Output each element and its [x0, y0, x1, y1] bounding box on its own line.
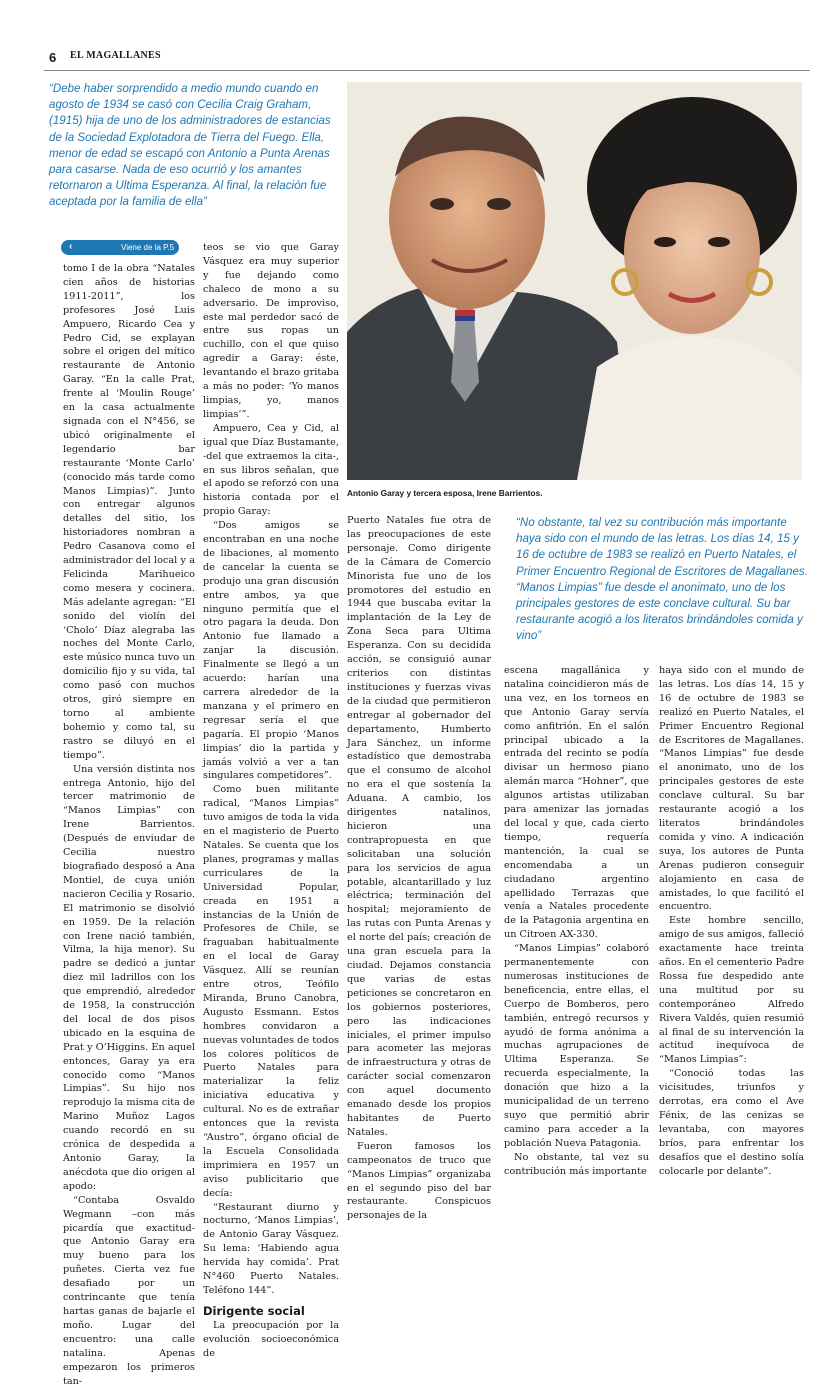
couple-photo-illustration: [347, 82, 802, 480]
paragraph: No obstante, tal vez su contribución más importante: [504, 1151, 649, 1177]
paragraph: escena magallánica y natalina coincidieron más de una vez, en los torneos en que Antonio Garay servía como anfitrión. En el salón principal ubicado a la entrada del recinto se podía divisar un hermoso piano alemán marca “Hohner”, que algunos artistas utilizaban para amenizar las jornadas del local y que, cada cierto tiempo, requería mantención, la cual se encomendaba a un ciudadano argentino apellidado Terrazas que venía a Natales procedente de la Patagonia argentina en un Citroen AX-330.: [504, 665, 649, 941]
article-column-2: [203, 241, 339, 1361]
article-column-3: [347, 514, 491, 1223]
publication-name: EL MAGALLANES: [70, 50, 161, 61]
paragraph: Este hombre sencillo, amigo de sus amigos, falleció exactamente hace treinta años. En el cementerio Padre Rossa fue despedido ante una multitud por su contemporáneo Alfredo Rivera Valdés, quien resumió al final de su intervención la actitud inequívoca de “Manos Limpias”:: [659, 915, 804, 1066]
couple-photo: [347, 82, 802, 480]
paragraph: Como buen militante radical, “Manos Limpias” tuvo amigos de toda la vida en el magisterio de Puerto Natales. Se cuenta que los planes, programas y mallas curriculares de la Universidad Popular, creada en 1951 a instancias de la Unión de Profesores de Chile, se fraguaban habitualmente en el local de Garay Vásquez. Allí se reunían entre otros, Teófilo Miranda, Bruno Canobra, Augusto Essmann. Estos hombres convidaron a nuevas voluntades de todos los colores políticos de Puerto Natales para materializar la feliz iniciativa educativa y cultural. No es de extrañar entonces que la revista “Austro”, órgano oficial de la Escuela Consolidada imprimiera en 1957 un aviso publicitario que decía:: [203, 784, 339, 1199]
pull-quote-middle: “No obstante, tal vez su contribución más importante haya sido con el mundo de las letras. Los días 14, 15 y 16 de octubre de 1983 se realizó en Puerto Natales, el Primer Encuentro Regional de Escritores de Magallanes. “Manos Limpias” fue desde el anonimato, uno de los principales gestores de este conclave cultural. Su bar restaurante acogió a los literatos brindándoles comida y vino”: [516, 516, 808, 643]
paragraph: “Restaurant diurno y nocturno, ‘Manos Limpias’, de Antonio Garay Vásquez. Su lema: ‘Habiendo agua hervida hay comida’. Prat N°460 Puerto Natales. Teléfono 144”.: [203, 1201, 339, 1296]
paragraph: Fueron famosos los campeonatos de truco que “Manos Limpias” organizaba en el segundo piso del bar restaurante. Conspicuos personajes de la: [347, 1140, 491, 1222]
article-column-4: [504, 664, 649, 1179]
header-rule: [44, 70, 810, 71]
pull-quote-top: “Debe haber sorprendido a medio mundo cuando en agosto de 1934 se casó con Cecilia Craig Graham, (1915) hija de uno de los administradores de estancias de la Sociedad Explotadora de Tierra del Fuego. Ella, menor de edad se escapó con Antonio a Punta Arenas para casarse. Nada de eso ocurrió y los amantes retornaron a Ultima Esperanza. Al final, la relación fue aceptada por la familia de ella”: [49, 82, 331, 209]
article-column-1: [63, 262, 195, 1388]
paragraph: Una versión distinta nos entrega Antonio, hijo del tercer matrimonio de “Manos Limpias” con Irene Barrientos. (Después de enviudar de Cecilia nuestro biografiado desposó a Ana Montiel, de cuya unión nacieron Cecilia y Rosario. El matrimonio se disolvió en 1959. De la relación con Irene nació también, Vilma, la hija menor). Su padre se dedicó a juntar diez mil ladrillos con los que emprendió, alrededor de 1958, la construcción del local de dos pisos ubicado en la esquina de Prat y O’Higgins. En aquel entonces, Garay ya era conocido como “Manos Limpias”. Su hijo nos reprodujo la misma cita de Marino Muñoz Lagos cuando recordó en su crónica de despedida a Antonio Garay, la anécdota que dio origen al apodo:: [63, 763, 195, 1192]
chevron-left-icon: ‹: [69, 241, 73, 252]
paragraph: La preocupación por la evolución socioeconómica de: [203, 1319, 339, 1359]
paragraph: teos se vio que Garay Vásquez era muy superior y fue dejando como chaleco de mono a su adversario. De improviso, este mal perdedor sacó de entre sus ropas un cuchillo, con el que quiso agredir a Garay: éste, levantando el brazo gritaba a más no poder: ‘Yo manos limpias, yo, manos limpias’”.: [203, 242, 339, 420]
paragraph: Puerto Natales fue otra de las preocupaciones de este personaje. Como dirigente de la Cámara de Comercio Minorista fue uno de los promotores del estudio en 1944 que buscaba evitar la implantación de la Ley de Zona Seca para Ultima Esperanza. Con su decidida acción, se consiguió aunar criterios con distintas instituciones y fuerzas vivas de la ciudad que permitieron entregar al gobernador del departamento, Humberto Jara Sánchez, un informe estadístico que demostraba que el consumo de alcohol no era el que sostenía la Aduana. A cambio, los dirigentes natalinos, hicieron una contrapropuesta en que solicitaban una solución para los servicios de agua potable, alcantarillado y luz eléctrica; terminación del hospital; mejoramiento de las rutas con Punta Arenas y el norte del país; creación de una gran escuela para la ciudad. Dejamos constancia que varias de estas peticiones se concretaron en los gobiernos posteriores, pero las indicaciones iniciales, el primer impulso para acometer las mejoras de infraestructura y otras de carácter social comenzaron con aquel documento emanado desde los propios habitantes de Puerto Natales.: [347, 515, 491, 1138]
paragraph: Ampuero, Cea y Cid, al igual que Díaz Bustamante, -del que extraemos la cita-, en sus libros señalan, que el apodo se reforzó con una historia contada por el propio Garay:: [203, 422, 339, 518]
continued-from-tag[interactable]: [61, 240, 179, 255]
article-column-5: [659, 664, 804, 1179]
photo-caption: Antonio Garay y tercera esposa, Irene Barrientos.: [347, 488, 543, 498]
paragraph: “Contaba Osvaldo Wegmann –con más picardía que exactitud- que Antonio Garay era muy bueno para los puñetes. Cierta vez fue desafiado por un contrincante que tenía hartas ganas de bajarle el moño. Lugar del encuentro: una calle natalina. Apenas empezaron los primeros tan-: [63, 1194, 195, 1387]
section-heading: Dirigente social: [203, 1303, 305, 1318]
paragraph: “Manos Limpias” colaboró permanentemente con numerosas instituciones de beneficencia, entre ellas, el Cuerpo de Bomberos, pero también, entregó recursos y ayudó de forma anónima a muchas agrupaciones de Ultima Esperanza. Se recuerda especialmente, la donación que hizo a la municipalidad de un terreno suyo que permitió abrir camino para acceder a la población Nueva Patagonia.: [504, 943, 649, 1149]
paragraph: haya sido con el mundo de las letras. Los días 14, 15 y 16 de octubre de 1983 se realizó en Puerto Natales, el Primer Encuentro Regional de Escritores de Magallanes. “Manos Limpias” fue desde el anonimato, uno de los principales gestores de este conclave cultural. Su bar restaurante acogió a los literatos brindándoles comida y vino. A indicación suya, los autores de Punta Arenas pudieron conseguir alojamiento en casa de amistades, lo que facilitó el encuentro.: [659, 665, 804, 913]
page-number: 6: [49, 50, 57, 65]
paragraph: tomo I de la obra “Natales cien años de historias 1911-2011”, los profesores José Luis Ampuero, Ricardo Cea y Pedro Cid, se explayan sobre el origen del mítico restaurante de Antonio Garay. “En la calle Prat, frente al ‘Moulin Rouge’ en la casa actualmente signada con el N°456, se ubicó originalmente el legendario bar restaurante ‘Monte Carlo’ (conocido más tarde como Manos Limpias)”. Junto con entregar algunos detalles del sitio, los historiadores nombran a Pedro Casanova como el administrador del local y a Felicinda Marihueico como mesera y cocinera. Más adelante agregan: “El sonido del violín del ‘Cholo’ Díaz alegraba las noches del Monte Carlo, este músico nunca tuvo un domicilio fijo y su vida, tal como pasó con muchos otros, giró siempre en torno al ambiente bohemio y como tal, su rastro se diluyó en el tiempo”.: [63, 263, 195, 761]
continued-from-label: Viene de la P.5: [121, 243, 175, 252]
paragraph: “Conoció todas las vicisitudes, triunfos y derrotas, era como el Ave Fénix, de las cenizas se levantaba, con mayores bríos, para enfrentar los desafíos que el destino solía colocarle por delante”.: [659, 1068, 804, 1177]
paragraph: “Dos amigos se encontraban en una noche de libaciones, al momento de cancelar la cuenta se produjo una gran discusión entre ambos, ya que ninguno permitía que el otro pagara la deuda. Don Antonio fue llamado a zanjar la discusión. Finalmente se llegó a un acuerdo: harían una carrera alrededor de la manzana y el primero en regresar sería el que pagaría. El propio ‘Manos limpias’ dio la partida y jamás volvió a ver a tan singulares competidores”.: [203, 520, 339, 782]
